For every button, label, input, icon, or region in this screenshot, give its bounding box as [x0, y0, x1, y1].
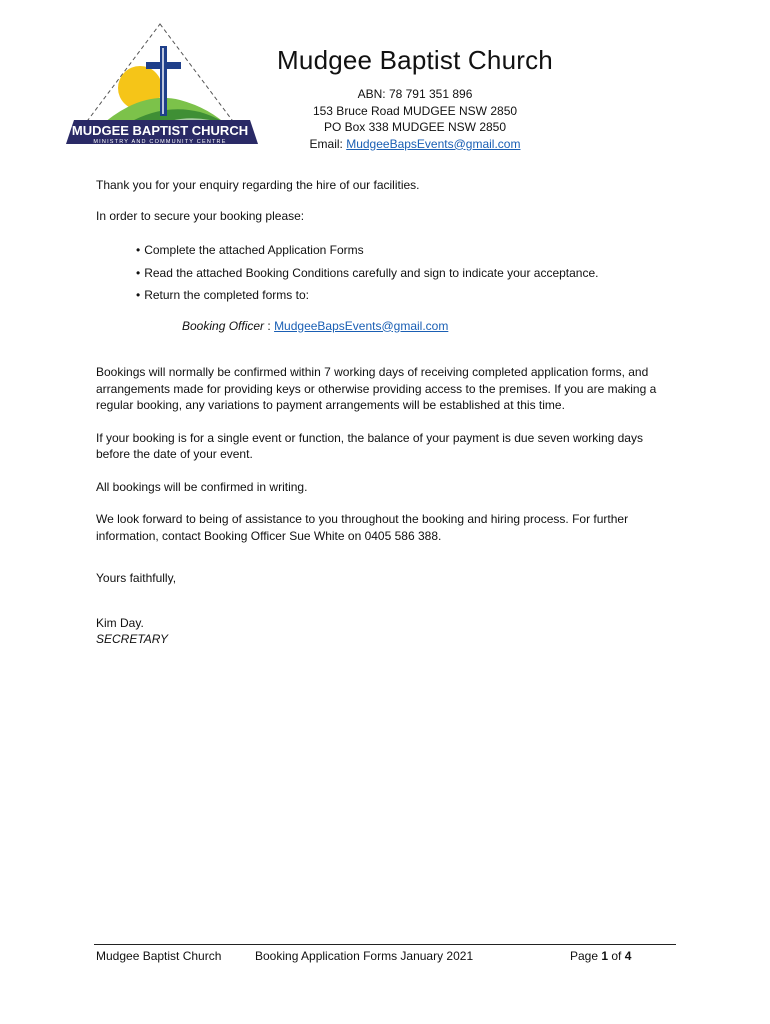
signatory-title: SECRETARY [96, 632, 169, 646]
signatory-name: Kim Day. [96, 615, 144, 630]
single-event-paragraph: If your booking is for a single event or function, the balance of your payment is due seven working days before the date of your event. [96, 430, 643, 461]
steps-list [96, 242, 676, 304]
list-item: • Read the attached Booking Conditions carefully and sign to indicate your acceptance. [136, 265, 676, 282]
page-number: Page 1 of 4 [570, 949, 632, 963]
officer-label: Booking Officer [182, 318, 265, 333]
abn: ABN: 78 791 351 896 [357, 87, 473, 101]
street-address: 153 Bruce Road MUDGEE NSW 2850 [312, 103, 518, 118]
footer-doc-title: Booking Application Forms January 2021 [255, 949, 474, 963]
greeting-paragraph: Thank you for your enquiry regarding the hire of our facilities. [96, 178, 420, 192]
closing: Yours faithfully, [96, 571, 177, 585]
list-item: • Complete the attached Application Forms [136, 242, 676, 259]
look-forward-paragraph: We look forward to being of assistance to you throughout the booking and hiring process. For further information, contact Booking Officer Sue White on 0405 586 388. [96, 512, 629, 543]
page-footer [94, 944, 676, 963]
officer-email-link[interactable]: MudgeeBapsEvents@gmail.com [274, 318, 449, 333]
secure-intro: In order to secure your booking please: [96, 208, 305, 223]
letterhead [270, 45, 560, 152]
po-box: PO Box 338 MUDGEE NSW 2850 [323, 120, 507, 134]
church-logo [60, 20, 260, 150]
logo-text-sub: MINISTRY AND COMMUNITY CENTRE [93, 139, 227, 145]
org-name: Mudgee Baptist Church [277, 45, 553, 75]
officer-sep: : [264, 318, 275, 333]
confirmation-paragraph: Bookings will normally be confirmed within 7 working days of receiving completed application forms, and arrangements made for providing keys or otherwise providing access to the premises. If you are making a regular booking, any variations to payment arrangements will be established at this time. [96, 365, 657, 412]
footer-org: Mudgee Baptist Church [96, 949, 222, 963]
email-link[interactable]: MudgeeBapsEvents@gmail.com [346, 136, 521, 151]
writing-paragraph: All bookings will be confirmed in writing. [96, 479, 308, 494]
booking-officer-line [182, 318, 676, 335]
logo-graphic [60, 20, 260, 150]
logo-text-main: MUDGEE BAPTIST CHURCH [71, 123, 249, 138]
email-line [270, 136, 560, 153]
email-label: Email: [309, 136, 347, 151]
list-item: • Return the completed forms to: [136, 287, 676, 304]
letter-body [96, 177, 676, 648]
